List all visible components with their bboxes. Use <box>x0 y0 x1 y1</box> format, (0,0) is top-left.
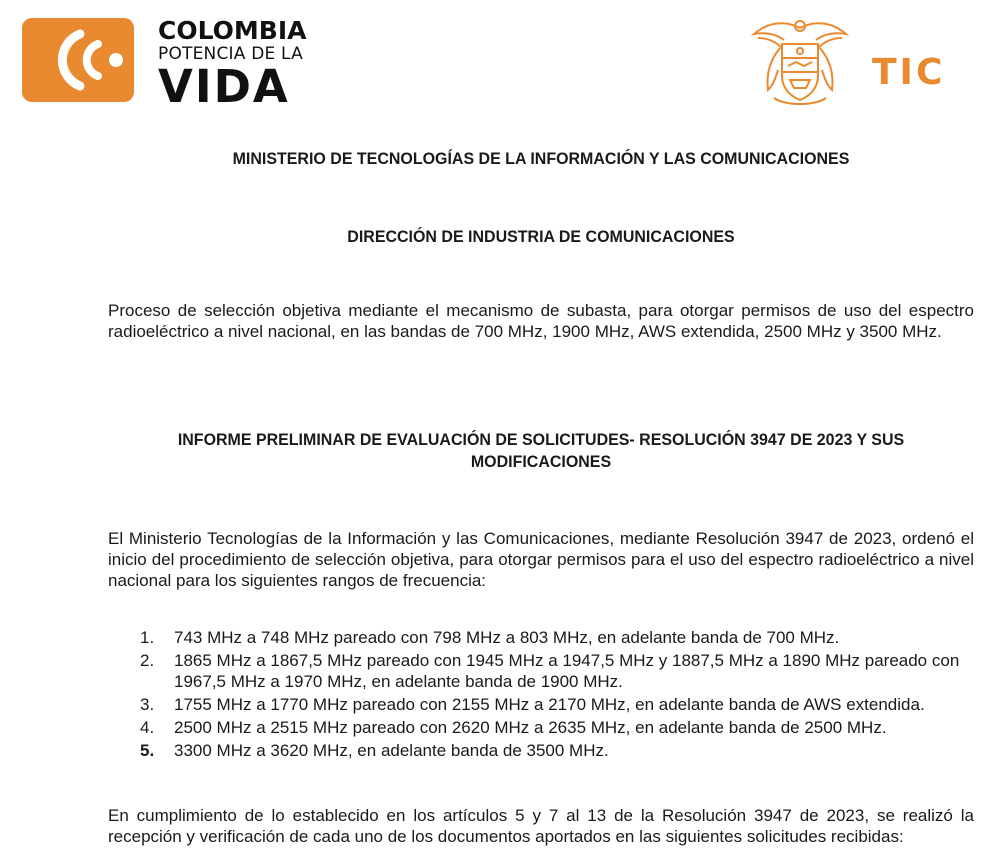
brand-line3: VIDA <box>158 60 290 113</box>
process-description: Proceso de selección objetiva mediante el mecanismo de subasta, para otorgar permisos de uso del espectro radioeléctrico a nivel nacional, en las bandas de 700 MHz, 1900 MHz, AWS extendida, 2500 MHz y 3500 MHz. <box>108 301 974 341</box>
intro-paragraph: El Ministerio Tecnologías de la Información y las Comunicaciones, mediante Resolución 3947 de 2023, ordenó el inicio del procedimiento de selección objetiva, para otorgar permisos para el uso del espectro radioeléctrico a nivel nacional para los siguientes rangos de frecuencia: <box>108 529 974 590</box>
list-item-text: 743 MHz a 748 MHz pareado con 798 MHz a 803 MHz, en adelante banda de 700 MHz. <box>174 628 840 647</box>
colombia-logo <box>22 16 342 113</box>
colombia-logo-mark-icon <box>22 18 134 102</box>
frequency-list <box>140 627 978 763</box>
report-title: INFORME PRELIMINAR DE EVALUACIÓN DE SOLICITUDES- RESOLUCIÓN 3947 DE 2023 Y SUS MODIFICACIONES <box>177 430 905 471</box>
list-item <box>140 650 978 692</box>
list-item <box>140 694 978 715</box>
list-item <box>140 740 978 761</box>
list-item-text: 1865 MHz a 1867,5 MHz pareado con 1945 MHz a 1947,5 MHz y 1887,5 MHz a 1890 MHz pareado con 1967,5 MHz a 1970 MHz, en adelante banda de 1900 MHz. <box>174 651 960 691</box>
brand-line2: POTENCIA DE LA <box>158 44 303 64</box>
tic-wordmark: TIC <box>872 52 946 93</box>
list-item-text: 1755 MHz a 1770 MHz pareado con 2155 MHz a 2170 MHz, en adelante banda de AWS extendida. <box>174 695 925 714</box>
list-item-number: 3. <box>140 695 155 714</box>
list-item <box>140 717 978 738</box>
list-item-number: 2. <box>140 651 155 670</box>
list-item-number: 5. <box>140 741 155 760</box>
closing-paragraph: En cumplimiento de lo establecido en los artículos 5 y 7 al 13 de la Resolución 3947 de 2023, se realizó la recepción y verificación de cada uno de los documentos aportados en las siguientes solicitudes recibidas: <box>108 806 974 846</box>
list-item-text: 3300 MHz a 3620 MHz, en adelante banda de 3500 MHz. <box>174 741 609 760</box>
list-item-text: 2500 MHz a 2515 MHz pareado con 2620 MHz a 2635 MHz, en adelante banda de 2500 MHz. <box>174 718 887 737</box>
mintic-logo <box>740 14 980 114</box>
list-item-number: 4. <box>140 718 155 737</box>
list-item-number: 1. <box>140 628 155 647</box>
list-item <box>140 627 978 648</box>
brand-line1: COLOMBIA <box>158 16 307 45</box>
coat-of-arms-icon <box>740 14 860 112</box>
colombia-logo-text <box>158 16 348 113</box>
ministry-title: MINISTERIO DE TECNOLOGÍAS DE LA INFORMACIÓN Y LAS COMUNICACIONES <box>232 149 850 168</box>
direction-title: DIRECCIÓN DE INDUSTRIA DE COMUNICACIONES <box>347 227 735 246</box>
